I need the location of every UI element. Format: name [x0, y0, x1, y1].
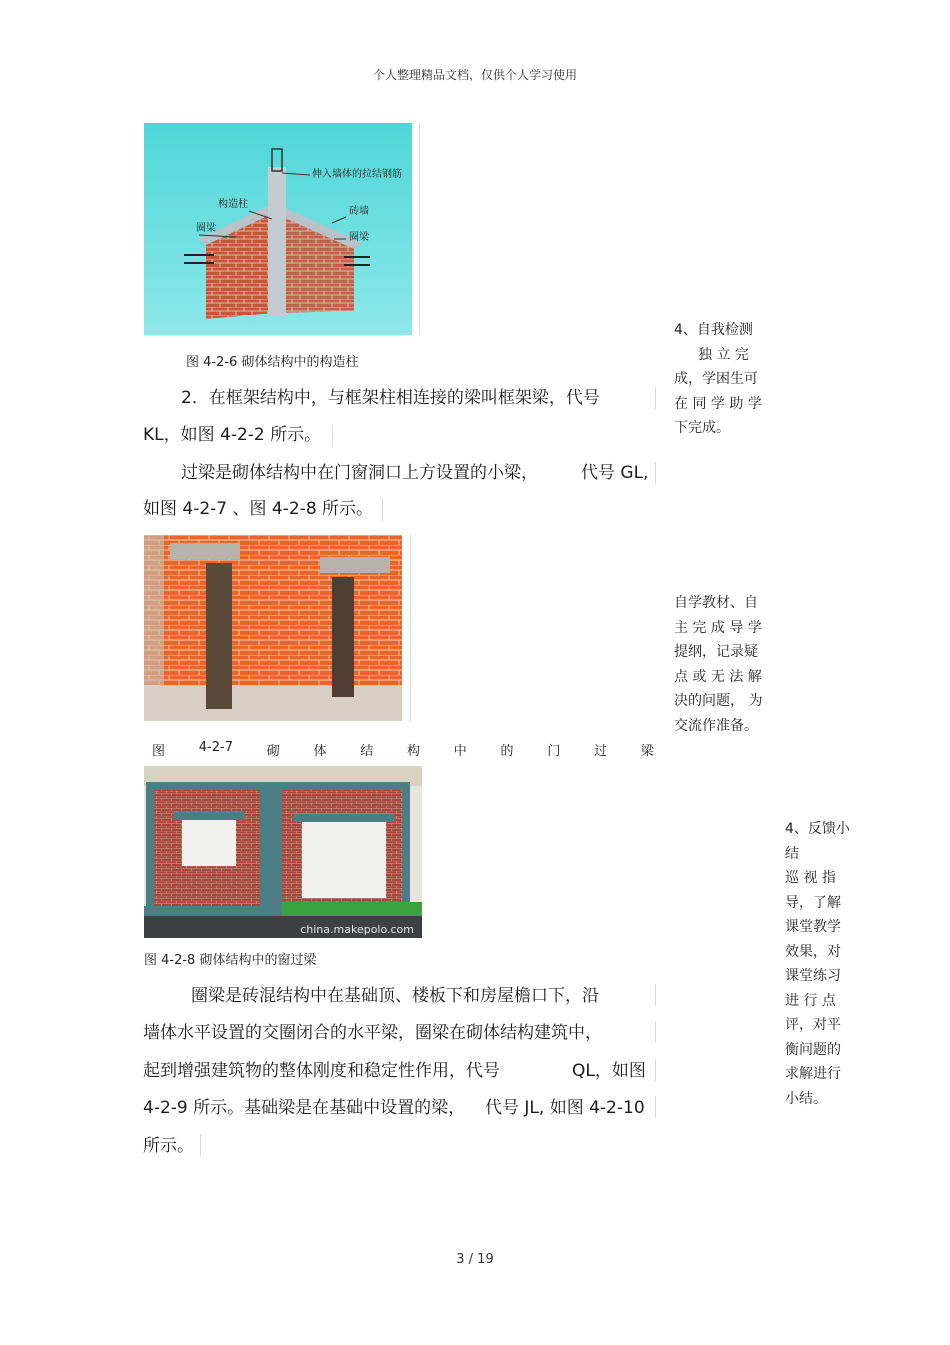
side-note-line: 评，对平 [785, 1017, 841, 1033]
side-note-line: 交流作准备。 [674, 717, 758, 734]
side-note-self-study [674, 591, 766, 738]
side-note-line: 独 立 完 [698, 346, 749, 363]
side-note-line: 成，学困生可 [674, 371, 758, 387]
caption-part: 砌 [266, 744, 280, 759]
side-note-line: 求解进行 [785, 1066, 841, 1082]
paragraph-lintel-line2: 如图 4-2-7 、图 4-2-8 所示。 [143, 499, 374, 519]
side-note-line: 在 同 学 助 学 [674, 395, 762, 412]
side-note-line: 小结。 [785, 1090, 827, 1107]
caption-part: 体 [313, 744, 327, 759]
window-lintel-photo [144, 766, 422, 938]
side-note-line: 提纲，记录疑 [674, 644, 758, 660]
constructional-column-illustration [144, 123, 412, 335]
side-note-line: 课堂练习 [785, 968, 841, 984]
figure-door-lintel [144, 535, 402, 721]
label-ring-beam-right: 圈梁 [349, 232, 369, 243]
label-column: 构造柱 [218, 199, 248, 210]
side-note-title: 4、自我检测 [674, 322, 753, 338]
label-brick-wall: 砖墙 [349, 206, 369, 217]
side-note-line: 导，了解 [785, 894, 841, 911]
figure-constructional-column [144, 123, 412, 335]
paragraph-frame-beam-line1: 2．在框架结构中，与框架柱相连接的梁叫框架梁，代号 [181, 388, 600, 408]
caption-part: 的 [500, 744, 514, 759]
caption-part: 中 [453, 744, 467, 759]
side-note-line: 结 [785, 845, 799, 862]
caption-part: 4-2-7 [198, 740, 233, 755]
paragraph-ring-beam-line1: 圈梁是砖混结构中在基础顶、楼板下和房屋檐口下，沿 [191, 986, 599, 1006]
paragraph-lintel-line1a: 过梁是砌体结构中在门窗洞口上方设置的小梁， [181, 463, 538, 483]
side-note-line: 主 完 成 导 学 [674, 619, 762, 636]
label-ring-beam-left: 圈梁 [196, 223, 216, 234]
paragraph-ring-beam-line3b: QL，如图 [572, 1061, 646, 1081]
caption-part: 构 [407, 744, 421, 759]
side-note-feedback-summary [785, 817, 855, 1111]
side-note-line: 衡问题的 [785, 1041, 841, 1058]
side-note-line: 效果，对 [785, 943, 841, 960]
caption-part: 过 [594, 744, 608, 759]
paragraph-ring-beam-line3a: 起到增强建筑物的整体刚度和稳定性作用，代号 [143, 1061, 500, 1081]
side-note-line: 课堂教学 [785, 919, 841, 935]
side-note-line: 下完成。 [674, 420, 730, 436]
side-note-line: 决的问题， 为 [674, 693, 763, 709]
caption-part: 梁 [640, 744, 654, 759]
paragraph-frame-beam-line2: KL，如图 4-2-2 所示。 [143, 425, 322, 445]
caption-part: 图 [152, 744, 166, 759]
figure-caption-4-2-8: 图 4-2-8 砌体结构中的窗过梁 [144, 953, 317, 968]
paragraph-ring-beam-line4b: 代号 JL, 如图 4-2-10 [485, 1098, 645, 1118]
paragraph-ring-beam-line4a: 4-2-9 所示。基础梁是在基础中设置的梁， [143, 1098, 466, 1118]
caption-part: 结 [360, 744, 374, 759]
caption-part: 门 [547, 744, 561, 759]
side-note-line: 进 行 点 [785, 992, 836, 1009]
paragraph-ring-beam-line5: 所示。 [143, 1136, 194, 1156]
page-header: 个人整理精品文档，仅供个人学习使用 [372, 68, 577, 82]
figure-caption-4-2-7 [152, 740, 654, 759]
side-note-line: 自学教材、自 [674, 595, 758, 611]
side-note-line: 点 或 无 法 解 [674, 668, 762, 685]
paragraph-lintel-line1b: 代号 GL, [581, 463, 649, 483]
side-note-title: 4、反馈小 [785, 821, 850, 837]
paragraph-ring-beam-line2: 墙体水平设置的交圈闭合的水平梁，圈梁在砌体结构建筑中， [143, 1023, 602, 1043]
figure-caption-4-2-6: 图 4-2-6 砌体结构中的构造柱 [186, 355, 359, 370]
page-number: 3 / 19 [456, 1252, 494, 1267]
side-note-line: 巡 视 指 [785, 870, 836, 886]
photo-watermark: china.makepolo.com [300, 923, 414, 936]
side-note-self-check [674, 318, 766, 441]
figure-window-lintel [144, 766, 422, 938]
label-rebar: 伸入墙体的拉结钢筋 [312, 169, 402, 180]
door-lintel-photo [144, 535, 402, 721]
